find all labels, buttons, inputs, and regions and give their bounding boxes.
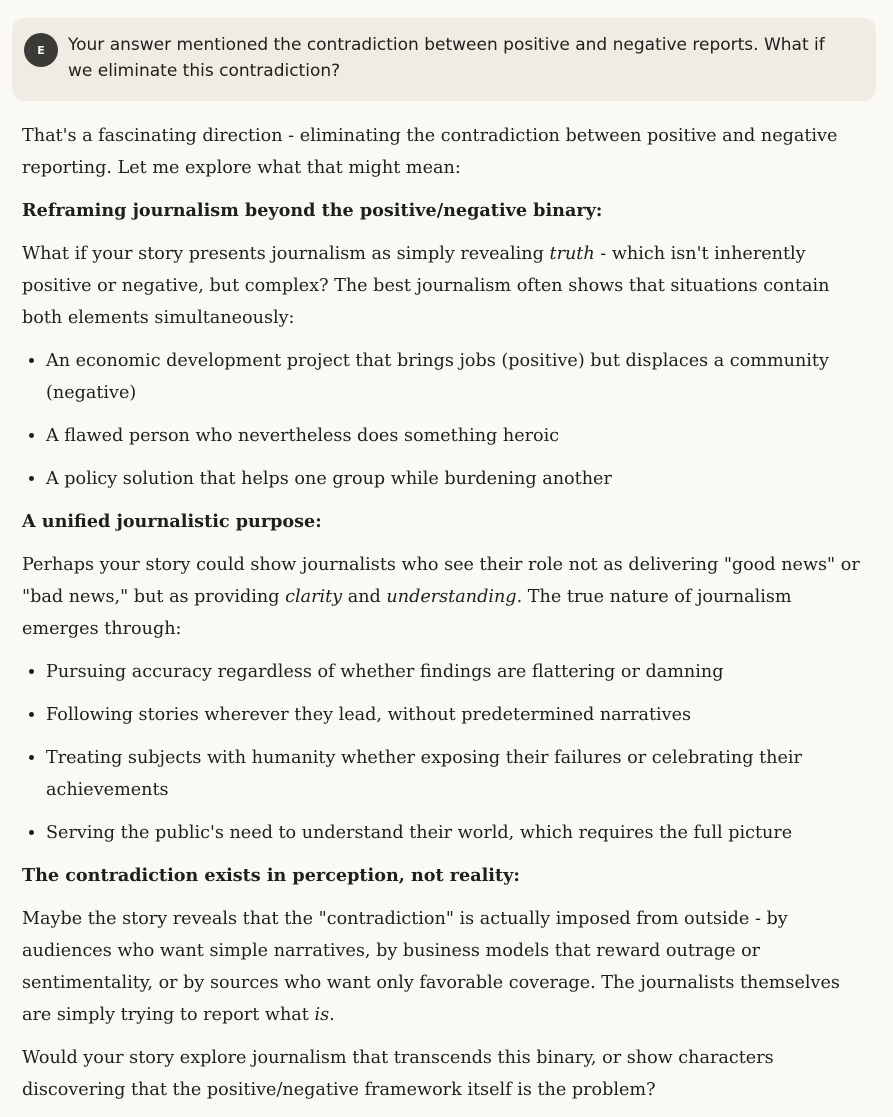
section-paragraph-reframing [22,238,872,334]
reply-closing: Would your story explore journalism that transcends this binary, or show characters discovering that the positive/negative framework itself is the problem? [22,1048,774,1100]
section-heading-perception: The contradiction exists in perception, not reality: [22,865,520,886]
bullet-list-reframing [22,345,872,495]
paragraph-text: What if your story presents journalism as simply revealing [22,244,550,264]
paragraph-text: and [342,587,387,607]
list-item: • Serving the public's need to understand their world, which requires the full picture [46,817,872,849]
paragraph-text: - which isn't inherently positive or negative, but complex? The best journalism often shows that situations contain both elements simultaneously: [22,244,830,328]
list-item: • An economic development project that brings jobs (positive) but displaces a community (negative) [46,345,872,409]
user-avatar: E [24,33,58,67]
emphasis-text: clarity [285,587,343,607]
section-paragraph-unified [22,549,872,645]
emphasis-text: truth [549,244,595,264]
emphasis-text: is [314,1005,330,1025]
paragraph-text: . [329,1005,335,1025]
paragraph-text: . The true nature of journalism emerges through: [22,587,792,639]
reply-intro: That's a fascinating direction - eliminating the contradiction between positive and negative reporting. Let me explore what that might mean: [22,126,838,178]
section-heading-unified: A unified journalistic purpose: [22,511,322,532]
list-item: • Pursuing accuracy regardless of whether findings are flattering or damning [46,656,872,688]
user-message [12,18,876,101]
list-item: • Treating subjects with humanity whether exposing their failures or celebrating their achievements [46,742,872,806]
list-item: • A flawed person who nevertheless does something heroic [46,420,872,452]
user-message-text[interactable]: Your answer mentioned the contradiction between positive and negative reports. What if we eliminate this contradiction? [68,35,825,81]
assistant-reply [22,120,872,1117]
section-heading-reframing: Reframing journalism beyond the positive/negative binary: [22,200,603,221]
emphasis-text: understanding [386,587,517,607]
paragraph-text: Perhaps your story could show journalists who see their role not as delivering "good news" or "bad news," but as providing [22,555,860,607]
section-paragraph-perception [22,903,872,1031]
paragraph-text: Maybe the story reveals that the "contradiction" is actually imposed from outside - by audiences who want simple narratives, by business models that reward outrage or sentimentality, or by sources who want only favorable coverage. The journalists themselves are simply trying to report what [22,909,840,1025]
list-item: • A policy solution that helps one group while burdening another [46,463,872,495]
list-item: • Following stories wherever they lead, without predetermined narratives [46,699,872,731]
bullet-list-unified [22,656,872,849]
